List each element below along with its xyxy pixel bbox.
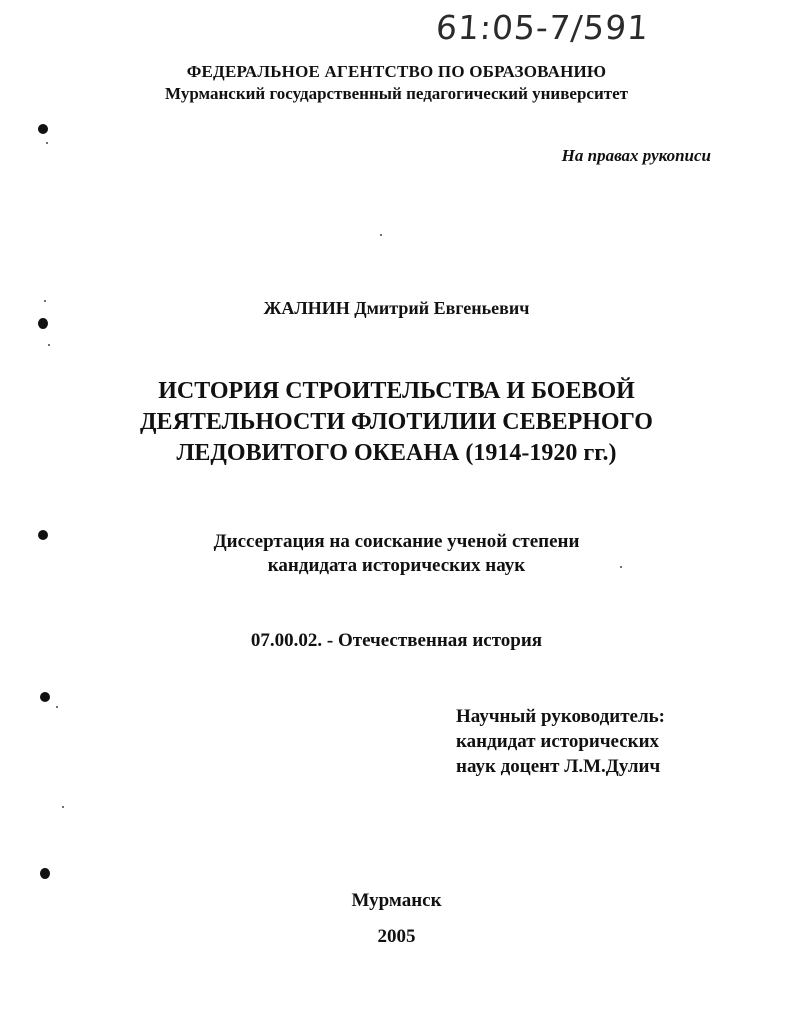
specialty-code: 07.00.02. - Отечественная история <box>250 630 543 651</box>
scan-speck <box>46 142 48 144</box>
scan-speck <box>44 300 46 302</box>
binding-hole-mark <box>40 692 50 702</box>
scan-speck <box>62 806 64 808</box>
university-name: Мурманский государственный педагогический университет <box>165 84 628 103</box>
binding-hole-mark <box>38 530 48 540</box>
binding-hole-mark <box>40 868 50 879</box>
agency-heading: ФЕДЕРАЛЬНОЕ АГЕНТСТВО ПО ОБРАЗОВАНИЮ <box>186 62 607 81</box>
binding-hole-mark <box>38 318 48 329</box>
degree-line-2: кандидата исторических наук <box>267 555 526 576</box>
title-line-1: ИСТОРИЯ СТРОИТЕЛЬСТВА И БОЕВОЙ <box>158 378 635 404</box>
supervisor-block <box>456 704 665 779</box>
supervisor-line-1: Научный руководитель: <box>456 706 665 727</box>
scan-speck <box>48 344 50 346</box>
handwritten-archive-number: 61:05-7/591 <box>434 8 651 47</box>
author-name: ЖАЛНИН Дмитрий Евгеньевич <box>263 298 530 318</box>
scan-speck <box>380 234 382 236</box>
year: 2005 <box>377 926 416 947</box>
degree-statement <box>0 530 793 578</box>
city: Мурманск <box>351 890 442 911</box>
title-line-2: ДЕЯТЕЛЬНОСТИ ФЛОТИЛИИ СЕВЕРНОГО <box>140 409 653 435</box>
supervisor-line-2: кандидат исторических <box>456 731 660 752</box>
supervisor-line-3: наук доцент Л.М.Дулич <box>456 756 661 777</box>
title-line-3: ЛЕДОВИТОГО ОКЕАНА (1914-1920 гг.) <box>176 440 617 466</box>
manuscript-note: На правах рукописи <box>561 146 711 165</box>
binding-hole-mark <box>38 124 48 134</box>
scan-speck <box>56 706 58 708</box>
degree-line-1: Диссертация на соискание ученой степени <box>213 531 580 552</box>
scan-speck <box>620 566 622 568</box>
dissertation-title <box>0 376 793 469</box>
